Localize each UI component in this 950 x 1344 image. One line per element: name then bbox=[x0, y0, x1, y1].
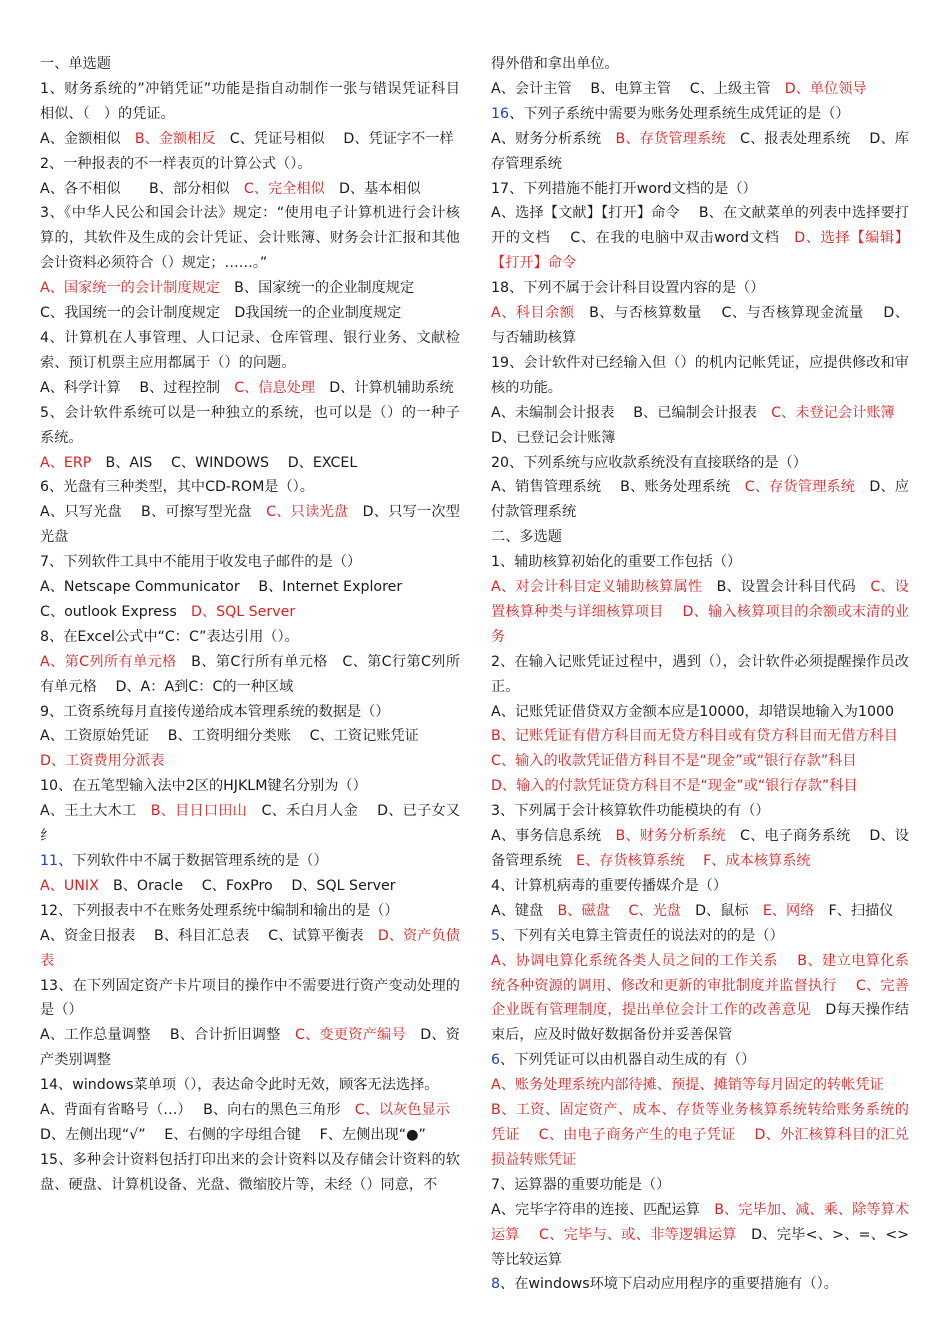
option-line bbox=[491, 774, 909, 799]
answer-text: C、输入的收款凭证借方科目不是“现金”或“银行存款”科目 bbox=[491, 753, 857, 770]
option-line bbox=[491, 201, 909, 276]
line-segment: 10、在五笔型输入法中2区的HJKLM键名分别为（） bbox=[40, 778, 367, 795]
line-segment: 9、工资系统每月直接传递给成本管理系统的数据是（） bbox=[40, 703, 390, 720]
line-segment: 4、计算机在人事管理、人口记录、仓库管理、银行业务、文献检索、预订机票主应用都属于（）的问题。 bbox=[40, 329, 460, 371]
option-line bbox=[491, 1098, 909, 1173]
option-line bbox=[40, 874, 460, 899]
question-line bbox=[491, 351, 909, 401]
line-segment: 、下列有关电算主管责任的说法对的的是（） bbox=[500, 927, 784, 944]
option-line bbox=[40, 500, 460, 550]
option-line bbox=[491, 127, 909, 177]
question-line bbox=[491, 1048, 909, 1073]
line-segment: 2、在输入记账凭证过程中，遇到（），会计软件必须提醒操作员改正。 bbox=[491, 653, 909, 695]
line-segment: B、设置会计科目代码 bbox=[702, 579, 871, 596]
question-line bbox=[40, 974, 460, 1024]
line-segment: A、键盘 bbox=[491, 902, 558, 919]
option-line bbox=[40, 301, 460, 326]
line-segment: 13、在下列固定资产卡片项目的操作中不需要进行资产变动处理的是（） bbox=[40, 977, 460, 1019]
section-heading bbox=[40, 52, 460, 77]
right-column bbox=[491, 52, 909, 1297]
line-segment: 1、财务系统的”冲销凭证”功能是指自动制作一张与错误凭证科目相似、（ ）的凭证。 bbox=[40, 80, 460, 122]
line-segment: 4、计算机病毒的重要传播媒介是（） bbox=[491, 877, 728, 894]
line-segment: B、与否核算数量 C、与否核算现金流量 D、与否辅助核算 bbox=[491, 305, 909, 346]
answer-text: B、记账凭证有借方科目而无贷方科目或有贷方科目而无借方科目 bbox=[491, 728, 898, 745]
line-segment: B、第C行所有单元格 C、第C行第C列所有单元格 D、A：A到C：C的一种区域 bbox=[40, 653, 460, 695]
line-segment: 14、windows菜单项（），表达命令此时无效，顾客无法选择。 bbox=[40, 1077, 439, 1094]
line-segment: 7、运算器的重要功能是（） bbox=[491, 1176, 671, 1193]
answer-text: C、信息处理 bbox=[234, 379, 316, 396]
option-line bbox=[491, 77, 909, 102]
line-segment: 1、辅助核算初始化的重要工作包括（） bbox=[491, 554, 742, 571]
line-segment: A、记账凭证借贷双方金额本应是10000，却错误地输入为1000 bbox=[491, 703, 895, 720]
line-segment: A、工资原始凭证 B、工资明细分类账 C、工资记账凭证 bbox=[40, 728, 419, 745]
line-segment: A、Netscape Communicator B、Internet Explorer bbox=[40, 579, 403, 596]
line-segment: A、完毕字符串的连接、匹配运算 bbox=[491, 1201, 715, 1218]
line-segment: A、事务信息系统 bbox=[491, 828, 616, 845]
line-segment: C、禾白月人金 D、已子女又纟 bbox=[40, 803, 461, 845]
line-segment: 3、《中华人民公和国会计法》规定：“使用电子计算机进行会计核算的，其软件及生成的会计凭证、会计账簿、财务会计汇报和其他会计资料必须符合（）规定；……。” bbox=[40, 205, 460, 272]
answer-text: C、变更资产编号 bbox=[294, 1027, 406, 1044]
line-segment: 、在windows环境下启动应用程序的重要措施有（）。 bbox=[500, 1276, 838, 1293]
option-line bbox=[491, 899, 909, 924]
question-line bbox=[40, 1073, 460, 1098]
question-line bbox=[40, 849, 460, 874]
line-segment: 8、在Excel公式中“C：C”表达引用（）。 bbox=[40, 628, 299, 645]
question-line bbox=[40, 401, 460, 451]
option-line bbox=[40, 650, 460, 700]
answer-text: B、工资、固定资产、成本、存货等业务核算系统转给账务系统的凭证 C、由电子商务产生的电子凭证 D、外汇核算科目的汇兑损益转账凭证 bbox=[491, 1102, 909, 1168]
answer-text: B、目日口田山 bbox=[150, 803, 248, 820]
question-line bbox=[40, 550, 460, 575]
line-segment: 20、下列系统与应收款系统没有直接联络的是（） bbox=[491, 454, 807, 471]
line-segment: A、科学计算 B、过程控制 bbox=[40, 379, 235, 396]
question-line bbox=[40, 774, 460, 799]
line-segment: C、报表处理系统 D、库存管理系统 bbox=[491, 130, 909, 172]
question-line bbox=[491, 924, 909, 949]
question-line bbox=[491, 52, 909, 77]
option-line bbox=[491, 724, 909, 749]
option-line bbox=[491, 575, 909, 650]
answer-text: D、资产负债表 bbox=[40, 927, 460, 969]
question-line bbox=[491, 874, 909, 899]
option-line bbox=[40, 376, 460, 401]
line-segment: A、销售管理系统 B、账务处理系统 bbox=[491, 479, 745, 496]
question-number: 6 bbox=[491, 1052, 501, 1069]
option-line bbox=[491, 700, 909, 725]
line-segment: D、已登记会计账簿 bbox=[491, 404, 909, 446]
answer-text: E、网络 bbox=[762, 902, 815, 919]
line-segment: C、outlook Express bbox=[40, 603, 191, 620]
option-line bbox=[40, 451, 460, 476]
question-line bbox=[40, 700, 460, 725]
answer-text: A、协调电算化系统各类人员之间的工作关系 B、建立电算化系统各种资源的调用、修改和更新的审批制度并监督执行 C、完善企业既有管理制度，提出单位会计工作的改善意见 bbox=[491, 952, 909, 1019]
line-segment: A、各不相似 B、部分相似 bbox=[40, 180, 244, 197]
option-line bbox=[491, 1198, 909, 1273]
answer-text: A、ERP bbox=[40, 454, 92, 471]
answer-text: C、完全相似 bbox=[243, 180, 325, 197]
line-segment: A、会计主管 B、电算主管 C、上级主管 bbox=[491, 80, 785, 97]
line-segment: 6、光盘有三种类型，其中CD-ROM是（）。 bbox=[40, 479, 314, 496]
line-segment: F、扫描仪 bbox=[814, 902, 894, 919]
line-segment: B、国家统一的企业制度规定 bbox=[219, 280, 415, 297]
option-line bbox=[491, 949, 909, 1049]
question-number: 5 bbox=[491, 927, 501, 944]
question-line bbox=[40, 899, 460, 924]
option-line bbox=[40, 1023, 460, 1073]
line-segment: 18、下列不属于会计科目设置内容的是（） bbox=[491, 280, 765, 297]
answer-text: D、工资费用分派表 bbox=[40, 753, 165, 770]
answer-text: D、输入的付款凭证贷方科目不是“现金”或“银行存款”科目 bbox=[491, 778, 858, 795]
question-line bbox=[491, 1272, 909, 1297]
line-segment: 7、下列软件工具中不能用于收发电子邮件的是（） bbox=[40, 554, 362, 571]
line-segment: D、只写一次型光盘 bbox=[40, 504, 460, 546]
answer-text: D、SQL Server bbox=[190, 603, 296, 620]
answer-text: D、单位领导 bbox=[784, 80, 867, 97]
line-segment: 二、多选题 bbox=[491, 529, 562, 546]
option-line bbox=[40, 600, 460, 625]
answer-text: A、对会计科目定义辅助核算属性 bbox=[491, 579, 703, 596]
line-segment: D、鼠标 bbox=[680, 902, 763, 919]
line-segment: A、未编制会计报表 B、已编制会计报表 bbox=[491, 404, 772, 421]
option-line bbox=[491, 475, 909, 525]
option-line bbox=[491, 824, 909, 874]
question-line bbox=[491, 650, 909, 700]
section-heading bbox=[491, 525, 909, 550]
answer-text: B、财务分析系统 bbox=[615, 828, 726, 845]
question-line bbox=[40, 475, 460, 500]
line-segment: 2、一种报表的不一样表页的计算公式（）。 bbox=[40, 155, 312, 172]
question-line bbox=[491, 799, 909, 824]
line-segment: B、AIS C、WINDOWS D、EXCEL bbox=[91, 454, 358, 471]
question-line bbox=[40, 152, 460, 177]
answer-text: B、存货管理系统 bbox=[615, 130, 726, 147]
question-line bbox=[40, 625, 460, 650]
line-segment: 19、会计软件对已经输入但（）的机内记帐凭证，应提供修改和审核的功能。 bbox=[491, 354, 909, 396]
line-segment: C、电子商务系统 D、设备管理系统 bbox=[491, 828, 909, 869]
line-segment: 一、单选题 bbox=[40, 56, 111, 72]
line-segment: 17、下列措施不能打开word文档的是（） bbox=[491, 180, 757, 197]
question-number: 8 bbox=[491, 1276, 501, 1293]
question-line bbox=[491, 451, 909, 476]
line-segment: A、选择【文献】【打开】命令 B、在文献菜单的列表中选择要打开的文档 C、在我的电脑中双击word文档 bbox=[491, 205, 909, 247]
option-line bbox=[40, 749, 460, 774]
answer-text: A、账务处理系统内部待摊、预提、摊销等每月固定的转帐凭证 bbox=[491, 1077, 884, 1094]
question-line bbox=[491, 1173, 909, 1198]
line-segment: 3、下列属于会计核算软件功能模块的有（） bbox=[491, 803, 770, 820]
option-line bbox=[40, 127, 460, 152]
answer-text: C、设置核算种类与详细核算项目 D、输入核算项目的余额或末清的业务 bbox=[491, 579, 909, 645]
question-line bbox=[40, 1148, 460, 1198]
line-segment: A、工作总量调整 B、合计折旧调整 bbox=[40, 1027, 295, 1044]
line-segment: A、资金日报表 B、科目汇总表 C、试算平衡表 bbox=[40, 927, 378, 944]
answer-text: D、选择【编辑】【打开】命令 bbox=[491, 230, 909, 272]
line-segment: C、我国统一的会计制度规定 D我国统一的企业制度规定 bbox=[40, 305, 402, 322]
question-line bbox=[491, 276, 909, 301]
option-line bbox=[40, 575, 460, 600]
option-line bbox=[40, 724, 460, 749]
line-segment: A、只写光盘 B、可擦写型光盘 bbox=[40, 504, 267, 521]
question-line bbox=[491, 102, 909, 127]
left-column bbox=[40, 52, 465, 1198]
line-segment: A、王土大木工 bbox=[40, 803, 151, 820]
question-number: 11 bbox=[40, 853, 59, 869]
line-segment: D、完毕<、>、=、<>等比较运算 bbox=[491, 1226, 909, 1268]
question-line bbox=[40, 201, 460, 276]
line-segment: 15、多种会计资料包括打印出来的会计资料以及存储会计资料的软盘、硬盘、计算机设备、光盘、微缩胶片等，未经（）同意，不 bbox=[40, 1151, 460, 1193]
line-segment: A、金额相似 bbox=[40, 130, 135, 147]
answer-text: A、UNIX bbox=[40, 877, 99, 894]
answer-text: E、存货核算系统 F、成本核算系统 bbox=[576, 853, 811, 869]
line-segment: A、财务分析系统 bbox=[491, 130, 616, 147]
question-line bbox=[491, 550, 909, 575]
answer-text: B、完毕加、减、乘、除等算术运算 C、完毕与、或、非等逻辑运算 bbox=[491, 1201, 910, 1243]
option-line bbox=[40, 276, 460, 301]
option-line bbox=[40, 177, 460, 202]
line-segment: D、应付款管理系统 bbox=[491, 479, 909, 521]
line-segment: 、下列子系统中需要为账务处理系统生成凭证的是（） bbox=[509, 105, 850, 122]
option-line bbox=[491, 749, 909, 774]
option-line bbox=[40, 924, 460, 974]
answer-text: C、存货管理系统 bbox=[744, 479, 856, 496]
line-segment: D、计算机辅助系统 bbox=[315, 379, 454, 396]
line-segment: 、下列凭证可以由机器自动生成的有（） bbox=[500, 1052, 756, 1069]
option-line bbox=[40, 1098, 465, 1148]
line-segment: D、左侧出现“√” E、右侧的字母组合键 F、左侧出现“●” bbox=[40, 1102, 465, 1143]
answer-text: B、磁盘 C、光盘 bbox=[557, 902, 681, 919]
answer-text: C、只读光盘 bbox=[266, 504, 349, 521]
answer-text: A、科目余额 bbox=[491, 305, 575, 322]
line-segment: D、基本相似 bbox=[324, 180, 421, 197]
option-line bbox=[491, 401, 909, 451]
option-line bbox=[491, 1073, 909, 1098]
answer-text: A、第C列所有单元格 bbox=[40, 653, 177, 670]
question-number: 16 bbox=[491, 105, 510, 122]
line-segment: C、凭证号相似 D、凭证字不一样 bbox=[215, 130, 454, 147]
line-segment: D、资产类别调整 bbox=[40, 1027, 460, 1069]
question-line bbox=[491, 177, 909, 202]
option-line bbox=[491, 301, 909, 351]
line-segment: A、背面有省略号（…） B、向右的黑色三角形 bbox=[40, 1102, 355, 1119]
line-segment: D每天操作结束后，应及时做好数据备份并妥善保管 bbox=[491, 1002, 909, 1044]
question-line bbox=[40, 326, 460, 376]
line-segment: 5、会计软件系统可以是一种独立的系统，也可以是（）的一种子系统。 bbox=[40, 404, 460, 446]
question-line bbox=[40, 77, 460, 127]
answer-text: A、国家统一的会计制度规定 bbox=[40, 280, 220, 297]
line-segment: 得外借和拿出单位。 bbox=[491, 56, 619, 72]
line-segment: 12、下列报表中不在账务处理系统中编制和输出的是（） bbox=[40, 902, 399, 919]
line-segment: 、下列软件中不属于数据管理系统的是（） bbox=[58, 853, 328, 869]
line-segment: B、Oracle C、FoxPro D、SQL Server bbox=[98, 877, 396, 894]
answer-text: C、以灰色显示 bbox=[354, 1102, 450, 1119]
option-line bbox=[40, 799, 460, 849]
answer-text: B、金额相反 bbox=[134, 130, 216, 147]
answer-text: C、未登记会计账簿 bbox=[771, 404, 895, 421]
